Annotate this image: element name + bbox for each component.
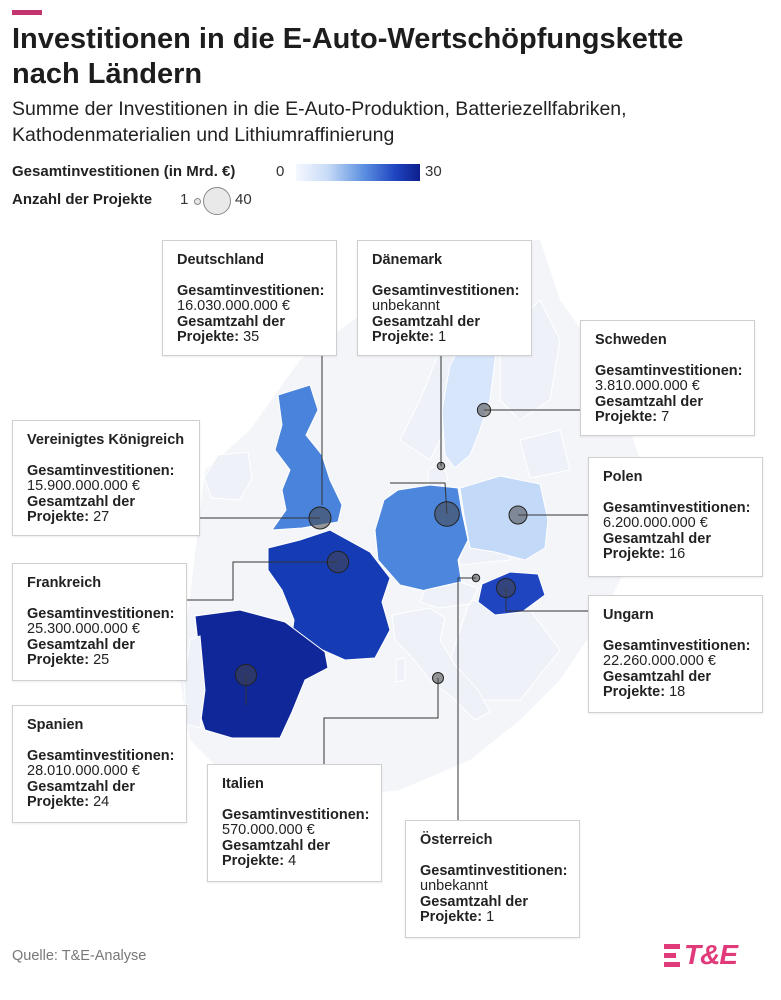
projects-label: Gesamtzahl der Projekte: [177, 313, 285, 345]
investment-value: 16.030.000.000 € [177, 298, 290, 314]
projects-value: 7 [661, 409, 670, 425]
project-circle-uk [309, 507, 331, 529]
projects-value: 27 [93, 509, 110, 525]
projects-value: 16 [669, 546, 686, 562]
projects-value: 4 [288, 853, 297, 869]
info-box-schweden [580, 320, 755, 436]
project-circle-se [477, 403, 490, 416]
projects-label: Gesamtzahl der Projekte: [222, 837, 330, 869]
project-circle-it [433, 673, 444, 684]
country-name: Polen [603, 469, 643, 485]
chart-title: Investitionen in die E-Auto-Wertschöpfungskette nach Ländern [12, 23, 684, 90]
country-name: Frankreich [27, 575, 102, 591]
legend-projects-min: 1 [180, 191, 189, 208]
project-circle-pl [509, 506, 527, 524]
legend-investment-max: 30 [425, 163, 442, 180]
investment-label: Gesamtinvestitionen: [603, 637, 751, 654]
projects-value: 24 [93, 794, 110, 810]
projects-value: 25 [93, 652, 110, 668]
project-circle-at [472, 574, 479, 581]
investment-value: 6.200.000.000 € [603, 515, 708, 531]
investment-value: unbekannt [420, 878, 488, 894]
legend-investment-min: 0 [276, 163, 285, 180]
investment-label: Gesamtinvestitionen: [27, 462, 175, 479]
project-circle-fr [327, 551, 348, 572]
investment-label: Gesamtinvestitionen: [222, 806, 370, 823]
projects-value: 35 [243, 329, 260, 345]
projects-value: 1 [486, 909, 495, 925]
investment-label: Gesamtinvestitionen: [603, 499, 751, 516]
legend-investment-label: Gesamtinvestitionen (in Mrd. €) [12, 163, 236, 180]
chart-subtitle: Summe der Investitionen in die E-Auto-Produktion, Batteriezellfabriken, Kathodenmaterialien und Lithiumraffinierung [12, 98, 627, 146]
country-name: Österreich [420, 832, 493, 848]
info-box-daenemark [357, 240, 532, 356]
projects-value: 18 [669, 684, 686, 700]
info-box-deutschland [162, 240, 337, 356]
info-box-ungarn [588, 595, 763, 713]
info-box-frankreich [12, 563, 187, 681]
map-sardinia [396, 658, 405, 682]
country-name: Vereinigtes Königreich [27, 432, 185, 448]
source-note: Quelle: T&E-Analyse [12, 948, 147, 964]
country-name: Italien [222, 776, 264, 792]
projects-label: Gesamtzahl der Projekte: [603, 668, 711, 700]
legend-projects-max: 40 [235, 191, 252, 208]
investment-value: unbekannt [372, 298, 440, 314]
project-circle-dk [437, 462, 444, 469]
country-name: Spanien [27, 717, 84, 733]
map-poland [460, 476, 548, 560]
projects-label: Gesamtzahl der Projekte: [27, 636, 135, 668]
project-circle-hu [497, 579, 516, 598]
projects-label: Gesamtzahl der Projekte: [372, 313, 480, 345]
investment-value: 15.900.000.000 € [27, 478, 140, 494]
projects-label: Gesamtzahl der Projekte: [27, 778, 135, 810]
country-name: Schweden [595, 332, 667, 348]
investment-value: 22.260.000.000 € [603, 653, 716, 669]
projects-label: Gesamtzahl der Projekte: [595, 393, 703, 425]
investment-label: Gesamtinvestitionen: [420, 862, 568, 879]
project-circle-es [236, 665, 257, 686]
investment-label: Gesamtinvestitionen: [177, 282, 325, 299]
info-box-italien [207, 764, 382, 882]
investment-label: Gesamtinvestitionen: [372, 282, 520, 299]
country-name: Dänemark [372, 252, 443, 268]
project-circle-de [435, 502, 460, 527]
logo-stripes-icon [664, 944, 680, 967]
investment-label: Gesamtinvestitionen: [595, 362, 743, 379]
te-logo [664, 938, 737, 972]
investment-value: 28.010.000.000 € [27, 763, 140, 779]
country-name: Ungarn [603, 607, 654, 623]
info-box-spanien [12, 705, 187, 823]
info-box-oesterreich [405, 820, 580, 938]
legend-projects-label: Anzahl der Projekte [12, 191, 153, 208]
investment-value: 25.300.000.000 € [27, 621, 140, 637]
country-name: Deutschland [177, 252, 265, 268]
info-box-vereinigtes-koenigreich [12, 420, 200, 536]
projects-label: Gesamtzahl der Projekte: [603, 530, 711, 562]
investment-label: Gesamtinvestitionen: [27, 747, 175, 764]
projects-label: Gesamtzahl der Projekte: [420, 893, 528, 925]
projects-label: Gesamtzahl der Projekte: [27, 493, 135, 525]
info-box-polen [588, 457, 763, 577]
investment-label: Gesamtinvestitionen: [27, 605, 175, 622]
investment-value: 3.810.000.000 € [595, 378, 700, 394]
logo-text: T&E [684, 939, 737, 970]
projects-value: 1 [438, 329, 447, 345]
investment-value: 570.000.000 € [222, 822, 315, 838]
